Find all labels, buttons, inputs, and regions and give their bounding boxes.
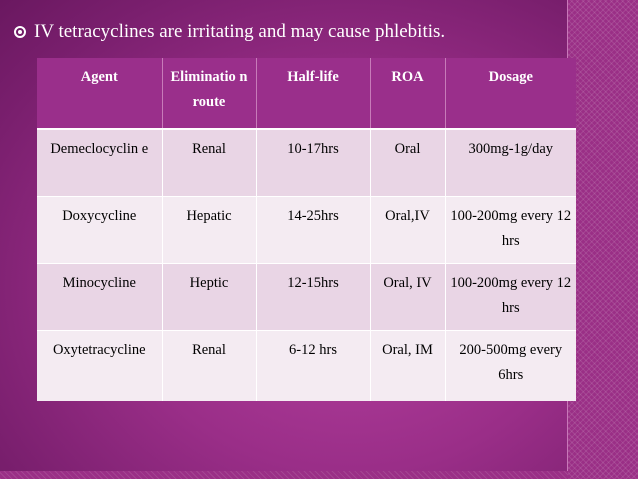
cell-roa: Oral, IV — [370, 263, 445, 330]
cell-half-life: 10-17hrs — [256, 129, 370, 196]
cell-agent: Doxycycline — [37, 196, 162, 263]
header-elimination-route: Eliminatio n route — [162, 58, 256, 129]
decorative-side-strip — [567, 0, 638, 479]
cell-half-life: 14-25hrs — [256, 196, 370, 263]
cell-elimination-route: Renal — [162, 129, 256, 196]
cell-dosage: 100-200mg every 12 hrs — [445, 263, 576, 330]
header-roa: ROA — [370, 58, 445, 129]
cell-dosage: 200-500mg every 6hrs — [445, 330, 576, 401]
table-row — [37, 129, 576, 196]
bullet-text: IV tetracyclines are irritating and may cause phlebitis. — [34, 21, 446, 42]
table-row — [37, 196, 576, 263]
decorative-bottom-strip — [0, 471, 568, 479]
cell-dosage: 300mg-1g/day — [445, 129, 576, 196]
table-row — [37, 263, 576, 330]
circle-bullet-icon — [14, 26, 26, 38]
cell-elimination-route: Hepatic — [162, 196, 256, 263]
header-dosage: Dosage — [445, 58, 576, 129]
cell-roa: Oral — [370, 129, 445, 196]
cell-dosage: 100-200mg every 12 hrs — [445, 196, 576, 263]
header-agent: Agent — [37, 58, 162, 129]
cell-agent: Demeclocyclin e — [37, 129, 162, 196]
table-row — [37, 330, 576, 401]
cell-elimination-route: Heptic — [162, 263, 256, 330]
cell-roa: Oral, IM — [370, 330, 445, 401]
cell-half-life: 6-12 hrs — [256, 330, 370, 401]
header-half-life: Half-life — [256, 58, 370, 129]
cell-agent: Oxytetracycline — [37, 330, 162, 401]
cell-elimination-route: Renal — [162, 330, 256, 401]
cell-roa: Oral,IV — [370, 196, 445, 263]
bullet-point — [14, 20, 445, 44]
tetracycline-table — [37, 58, 576, 401]
table-header-row — [37, 58, 576, 129]
cell-half-life: 12-15hrs — [256, 263, 370, 330]
cell-agent: Minocycline — [37, 263, 162, 330]
